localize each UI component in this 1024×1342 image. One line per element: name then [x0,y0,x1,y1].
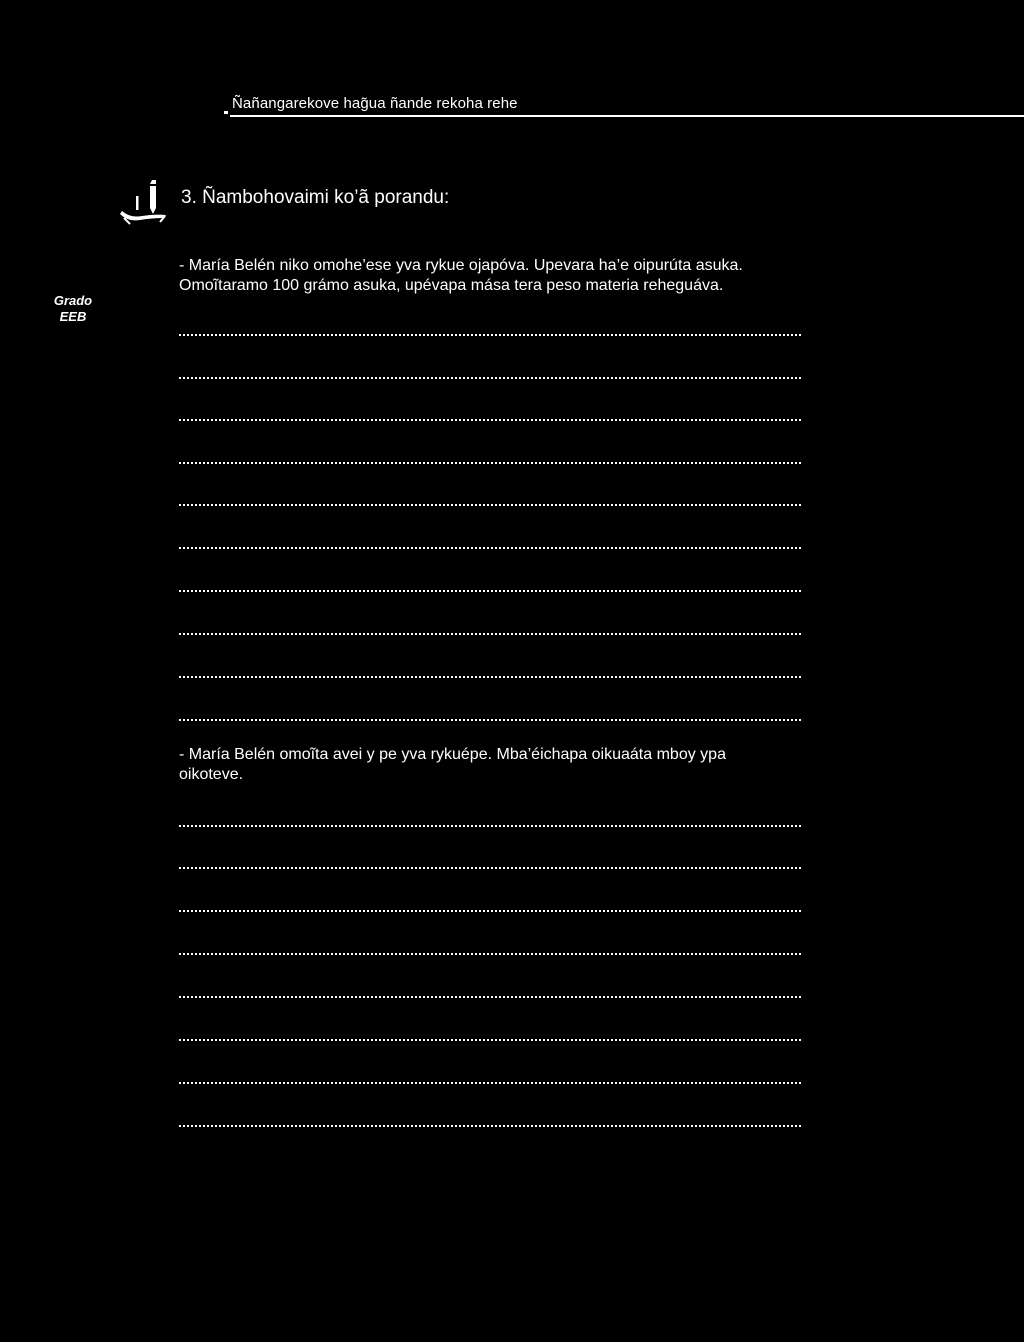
page-header-title: Ñañangarekove hag̃ua ñande rekoha rehe [232,95,518,112]
answer-line-q1-7[interactable] [179,590,801,592]
answer-line-q2-4[interactable] [179,953,801,955]
writing-hand-icon [116,178,168,228]
answer-line-q1-9[interactable] [179,676,801,678]
answer-line-q1-5[interactable] [179,504,801,506]
answer-line-q1-3[interactable] [179,419,801,421]
grade-label-line-1: Grado [53,293,93,308]
grade-label-line-2: EEB [59,309,87,324]
question-2-line-1: - María Belén omoĩta avei y pe yva rykuépe. Mba’éichapa oikuaáta mboy ypa [179,746,726,763]
question-2-line-2: oikoteve. [179,766,244,783]
question-1-line-1: - María Belén niko omohe’ese yva rykue ojapóva. Upevara ha’e oipurúta asuka. [179,257,743,274]
question-1-text [179,256,979,296]
answer-line-q1-4[interactable] [179,462,801,464]
question-2-text [179,745,819,785]
answer-line-q2-8[interactable] [179,1125,801,1127]
section-heading: 3. Ñambohovaimi ko’ã porandu: [181,187,450,208]
header-rule [230,115,1024,117]
answer-line-q2-3[interactable] [179,910,801,912]
answer-line-q1-1[interactable] [179,334,801,336]
answer-line-q1-8[interactable] [179,633,801,635]
answer-line-q2-6[interactable] [179,1039,801,1041]
answer-line-q1-2[interactable] [179,377,801,379]
header-mark [224,111,228,114]
answer-line-q2-5[interactable] [179,996,801,998]
answer-line-q1-10[interactable] [179,719,801,721]
grade-label [48,293,98,325]
answer-line-q2-7[interactable] [179,1082,801,1084]
answer-line-q2-2[interactable] [179,867,801,869]
answer-line-q1-6[interactable] [179,547,801,549]
question-1-line-2: Omoĩtaramo 100 grámo asuka, upévapa mása tera peso materia reheguáva. [179,277,724,294]
answer-line-q2-1[interactable] [179,825,801,827]
